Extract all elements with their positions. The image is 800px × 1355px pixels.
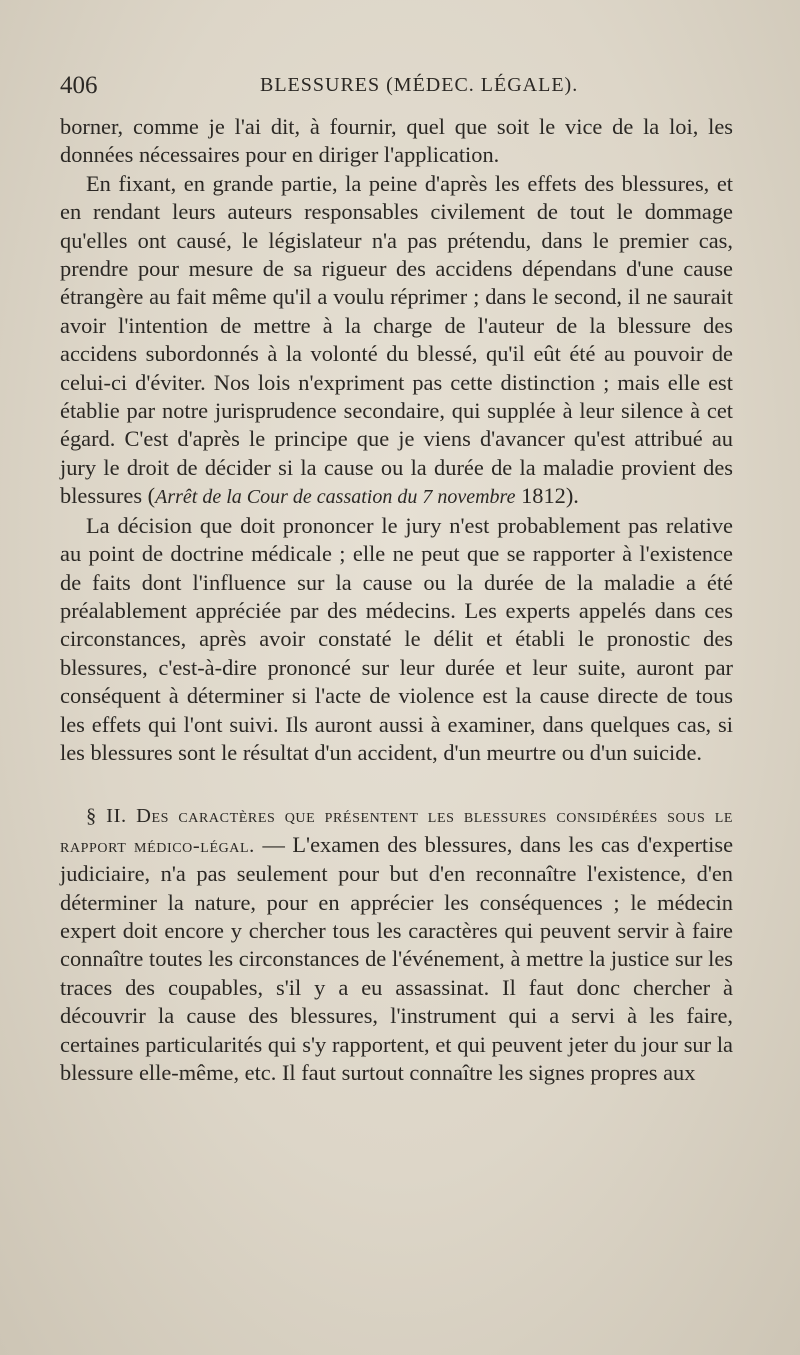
section-title: § II. Des caractères que présentent les blessures considérées sous le rapport médico-légal. [60,805,733,857]
section-paragraph [60,801,733,1087]
body-text [60,113,733,1087]
paragraph-3: La décision que doit prononcer le jury n'est probablement pas relative au point de doctrine médicale ; elle ne peut que se rapporter à l'existence de faits dont l'influence sur la cause ou la durée de la maladie a été préalablement appréciée par des médecins. Les experts appelés dans ces circonstances, après avoir constaté le délit et établi le pronostic des blessures, c'est-à-dire prononcé sur leur durée et leur suite, auront par conséquent à déterminer si l'acte de violence est la cause directe de tous les effets qui l'ont suivi. Ils auront aussi à examiner, dans quelques cas, si les blessures sont le résultat d'un accident, d'un meurtre ou d'un suicide. [60,512,733,765]
paragraph-1: borner, comme je l'ai dit, à fournir, quel que soit le vice de la loi, les données nécessaires pour en diriger l'application. [60,114,733,168]
section-text: — L'examen des blessures, dans les cas d'expertise judiciaire, n'a pas seulement pour but d'en reconnaître l'existence, d'en déterminer la nature, pour en apprécier les conséquences ; le médecin expert doit encore y chercher tous les caractères qui peuvent servir à faire connaître toutes les circonstances de l'événement, à mettre la justice sur les traces des coupables, s'il y a eu assassinat. Il faut donc chercher à découvrir la cause des blessures, l'instrument qui a servi à les faire, certaines particularités qui s'y rapportent, et qui peuvent jeter du jour sur la blessure elle-même, etc. Il faut surtout connaître les signes propres aux [60,831,734,1085]
paragraph-2-end: 1812). [515,483,579,509]
running-head: BLESSURES (MÉDEC. LÉGALE). [260,74,579,96]
paragraph-2-text: En fixant, en grande partie, la peine d'après les effets des blessures, et en rendant leurs auteurs responsables civilement de tout le dommage qu'elles ont causé, le législateur n'a pas prétendu, dans le premier cas, prendre pour mesure de sa rigueur des accidens dépendans d'une cause étrangère au fait même qu'il a voulu réprimer ; dans le second, il ne saurait avoir l'intention de mettre à la charge de l'auteur de la blessure des accidens subordonnés à la volonté du blessé, qu'il eût été au pouvoir de celui-ci d'éviter. Nos lois n'expriment pas cette distinction ; mais elle est établie par notre jurisprudence secondaire, qui supplée à leur silence à cet égard. C'est d'après le principe que je viens d'avancer qu'est attribué au jury le droit de décider si la cause ou la durée de la maladie provient des blessures ( [60,170,733,509]
paragraph-2 [60,170,733,512]
page-header [60,72,736,106]
court-citation: Arrêt de la Cour de cassation du 7 novembre [155,486,516,509]
page-number: 406 [60,72,98,99]
